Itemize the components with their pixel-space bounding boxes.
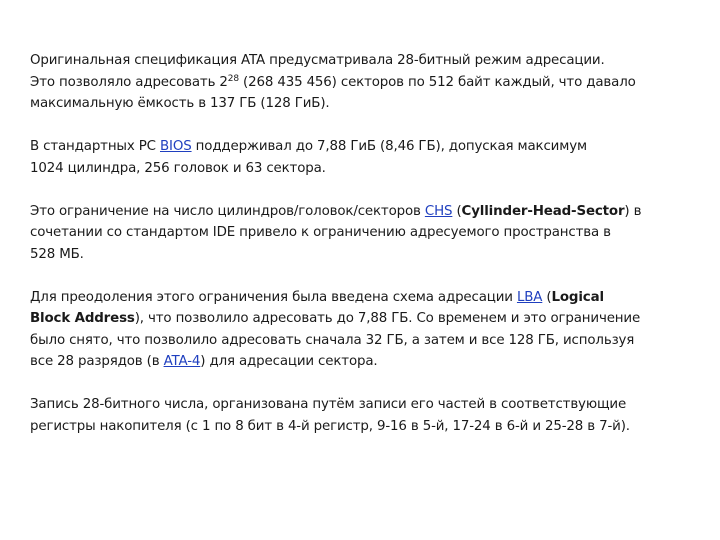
text-fragment: В стандартных PC (30, 139, 160, 154)
text-fragment: ( (542, 289, 552, 305)
text-line (30, 72, 698, 94)
paragraph-bios-limit (30, 136, 698, 179)
text-line: регистры накопителя (с 1 по 8 бит в 4-й регистр, 9-16 в 5-й, 17-24 в 6-й и 25-28 в 7-й). (30, 418, 630, 434)
text-fragment: поддерживал до 7,88 ГиБ (8,46 ГБ), допуская максимум (191, 139, 587, 154)
paragraph-chs-limit (30, 201, 698, 266)
text-line: Запись 28-битного числа, организована путём записи его частей в соответствующие (30, 397, 627, 412)
text-fragment: Для преодоления этого ограничения была введена схема адресации (30, 289, 517, 305)
bold-term: Block Address (30, 311, 135, 326)
lba-link[interactable]: LBA (516, 289, 543, 305)
ata4-link[interactable]: ATA-4 (163, 354, 201, 369)
text-line: 1024 цилиндра, 256 головок и 63 сектора. (30, 160, 326, 176)
superscript-exponent: 28 (227, 73, 239, 84)
text-line: 528 МБ. (30, 246, 84, 262)
text-line: максимальную ёмкость в 137 ГБ (128 ГиБ). (30, 96, 330, 111)
text-line: Оригинальная спецификация ATA предусматривала 28-битный режим адресации. (30, 53, 605, 68)
text-line (30, 287, 698, 309)
text-fragment: ) в (624, 203, 642, 219)
paragraph-lba (30, 287, 698, 373)
text-line: было снято, что позволило адресовать сначала 32 ГБ, а затем и все 128 ГБ, используя (30, 332, 635, 348)
text-line (30, 201, 698, 223)
text-line (30, 136, 698, 158)
bios-link[interactable]: BIOS (159, 139, 192, 154)
text-fragment: (268 435 456) секторов по 512 байт каждый, что давало (238, 74, 636, 90)
paragraph-registers (30, 394, 698, 437)
text-fragment: ) для адресации сектора. (200, 354, 378, 369)
text-fragment: Это позволяло адресовать 2 (30, 74, 228, 90)
bold-term: Logical (551, 289, 604, 305)
text-line (30, 308, 698, 330)
text-fragment: все 28 разрядов (в (30, 354, 164, 369)
paragraph-ata-spec (30, 50, 698, 115)
text-fragment: Это ограничение на число цилиндров/головок/секторов (30, 203, 425, 219)
bold-term: Cyllinder-Head-Sector (461, 203, 625, 219)
text-fragment: ( (452, 203, 462, 219)
text-fragment: ), что позволило адресовать до 7,88 ГБ. Со временем и это ограничение (134, 311, 641, 326)
chs-link[interactable]: CHS (424, 203, 453, 219)
text-line: сочетании со стандартом IDE привело к ограничению адресуемого пространства в (30, 225, 611, 240)
text-line (30, 351, 698, 373)
document-body (30, 50, 698, 459)
